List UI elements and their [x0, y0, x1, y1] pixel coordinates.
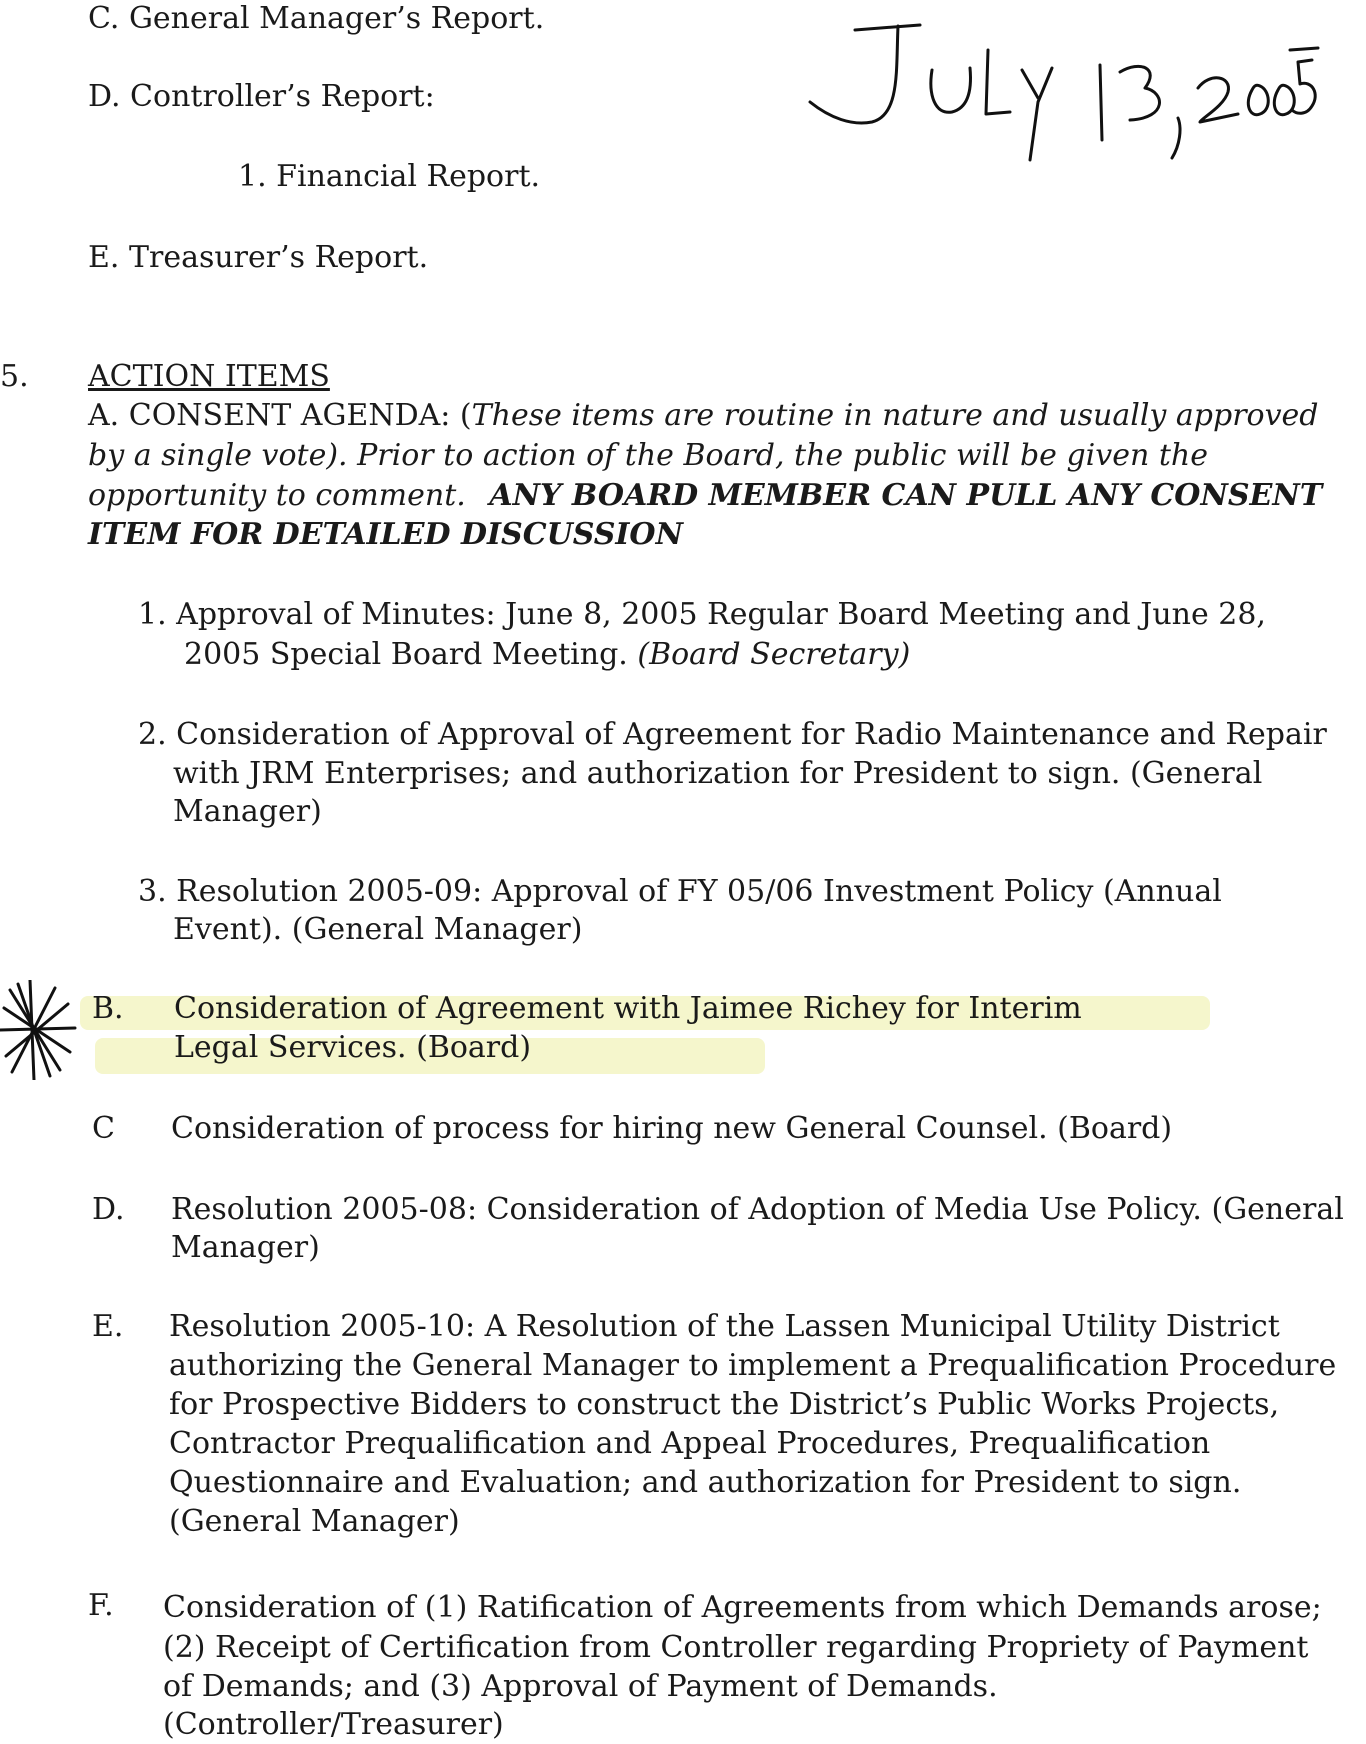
consent-item-1-text: 2005 Special Board Meeting. — [184, 637, 638, 672]
consent-agenda-note-2: by a single vote). Prior to action of the Board, the public will be given the — [88, 438, 1208, 473]
item-d-line-1: Resolution 2005-08: Consideration of Adoption of Media Use Policy. (General — [171, 1192, 1344, 1227]
item-f-line-4: (Controller/Treasurer) — [163, 1707, 504, 1742]
report-financial: 1. Financial Report. — [238, 159, 541, 194]
item-d-line-2: Manager) — [171, 1230, 320, 1265]
consent-item-2-line-2: with JRM Enterprises; and authorization for President to sign. (General — [173, 756, 1263, 791]
item-e-line-2: authorizing the General Manager to implement a Prequalification Procedure — [169, 1348, 1337, 1383]
item-e-line-4: Contractor Prequalification and Appeal Procedures, Prequalification — [169, 1426, 1211, 1461]
item-e-line-1: Resolution 2005-10: A Resolution of the Lassen Municipal Utility District — [169, 1309, 1280, 1344]
section-number: 5. — [0, 359, 29, 394]
item-e-line-3: for Prospective Bidders to construct the District’s Public Works Projects, — [169, 1387, 1280, 1422]
item-d-letter: D. — [92, 1192, 125, 1227]
report-general-manager: C. General Manager’s Report. — [88, 1, 545, 36]
consent-agenda-note-3: opportunity to comment. — [88, 478, 466, 513]
item-f-line-3: of Demands; and (3) Approval of Payment of Demands. — [163, 1669, 998, 1704]
item-b-line-2: Legal Services. (Board) — [174, 1030, 532, 1065]
star-mark-icon — [0, 980, 80, 1080]
consent-agenda-line-1 — [88, 397, 1319, 435]
consent-item-1-responsible: (Board Secretary) — [637, 637, 911, 672]
item-e-line-6: (General Manager) — [169, 1504, 460, 1539]
item-b-letter: B. — [92, 991, 124, 1026]
consent-item-1-line-1: 1. Approval of Minutes: June 8, 2005 Regular Board Meeting and June 28, — [138, 597, 1266, 632]
report-treasurer: E. Treasurer’s Report. — [88, 240, 429, 275]
item-f-line-2: (2) Receipt of Certification from Controller regarding Propriety of Payment — [163, 1630, 1309, 1665]
consent-agenda-warning-1: ANY BOARD MEMBER CAN PULL ANY CONSENT — [489, 478, 1323, 513]
item-e-line-5: Questionnaire and Evaluation; and authorization for President to sign. — [169, 1465, 1242, 1500]
handwritten-date-signature — [800, 10, 1320, 180]
consent-item-3-line-2: Event). (General Manager) — [173, 912, 583, 947]
consent-item-1-line-2 — [184, 636, 910, 674]
item-f-line-1: Consideration of (1) Ratification of Agreements from which Demands arose; — [163, 1590, 1322, 1625]
item-b-line-1: Consideration of Agreement with Jaimee Richey for Interim — [174, 991, 1082, 1026]
consent-item-2-line-1: 2. Consideration of Approval of Agreement for Radio Maintenance and Repair — [138, 717, 1327, 752]
item-f-letter: F. — [88, 1588, 114, 1623]
consent-agenda-note-1: These items are routine in nature and usually approved — [471, 398, 1319, 433]
consent-agenda-label: A. CONSENT AGENDA: ( — [88, 398, 472, 433]
report-controller: D. Controller’s Report: — [88, 79, 435, 114]
item-c-line-1: Consideration of process for hiring new General Counsel. (Board) — [171, 1111, 1173, 1146]
section-heading: ACTION ITEMS — [88, 359, 330, 394]
consent-agenda-line-3 — [88, 477, 1322, 515]
consent-item-3-line-1: 3. Resolution 2005-09: Approval of FY 05/06 Investment Policy (Annual — [138, 874, 1222, 909]
consent-item-2-line-3: Manager) — [173, 794, 322, 829]
item-c-letter: C — [92, 1111, 115, 1146]
consent-agenda-warning-2: ITEM FOR DETAILED DISCUSSION — [88, 517, 683, 552]
item-e-letter: E. — [92, 1309, 124, 1344]
